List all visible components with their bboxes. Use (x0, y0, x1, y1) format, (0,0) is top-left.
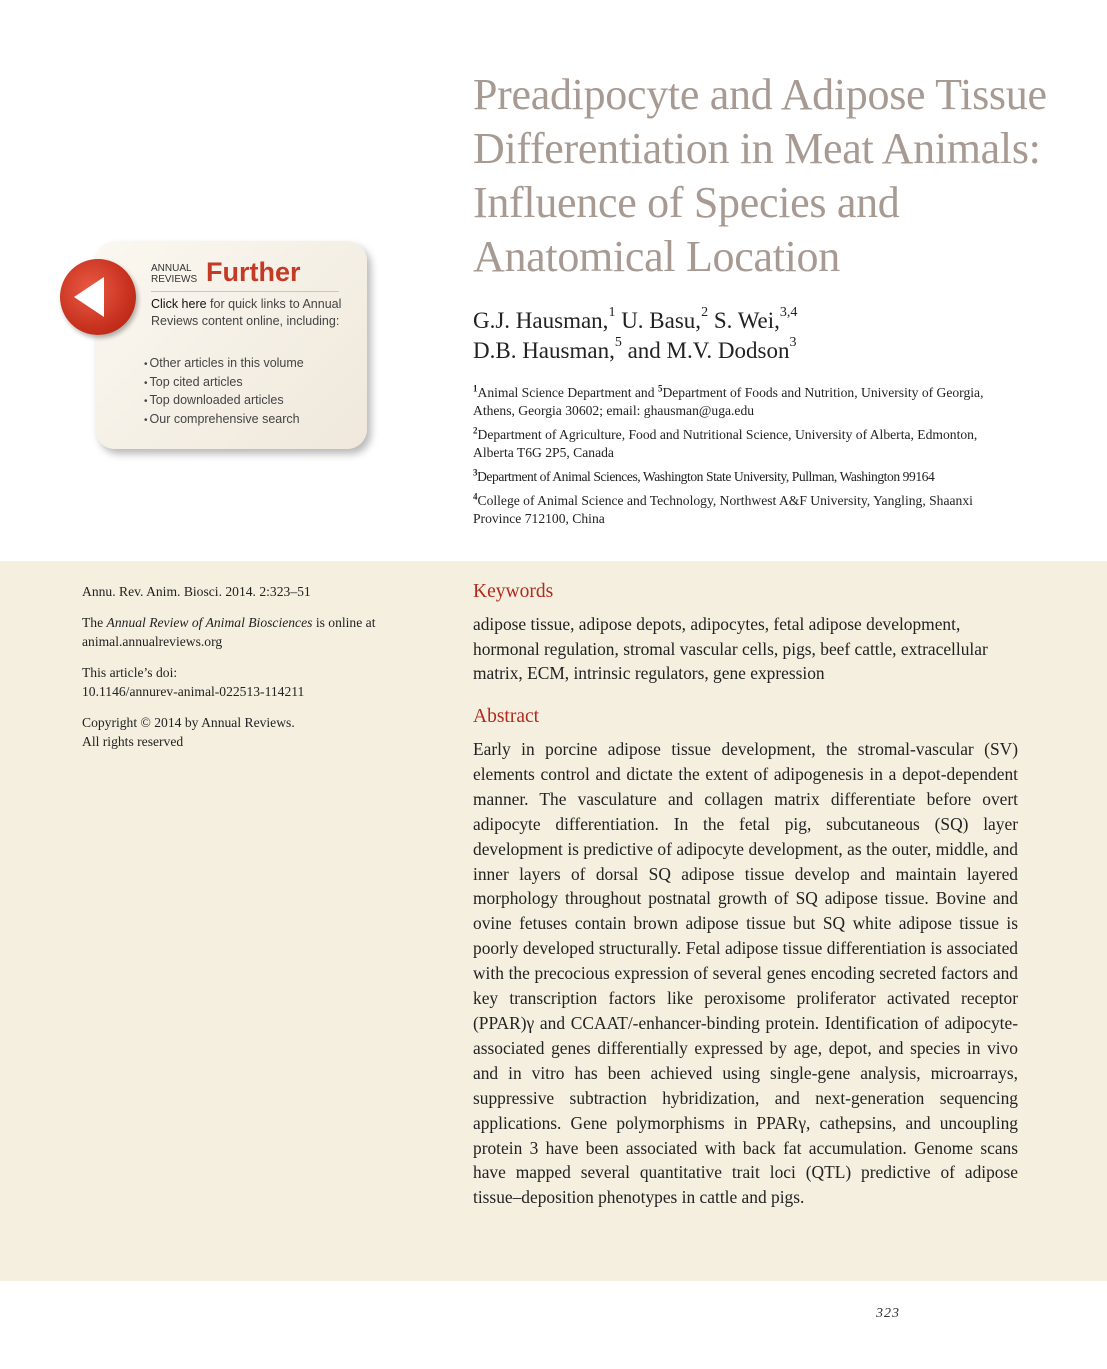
abstract-heading: Abstract (473, 706, 540, 727)
further-link-item[interactable]: • Our comprehensive search (144, 411, 304, 430)
author-name: D.B. Hausman, (473, 338, 615, 363)
online-note (82, 613, 422, 651)
online-post: is online at animal.annualreviews.org (82, 615, 376, 649)
keywords-heading: Keywords (473, 581, 554, 602)
click-here-link[interactable]: Click here (151, 297, 207, 311)
divider (151, 291, 339, 292)
further-links-list (144, 355, 304, 429)
further-link-item[interactable]: • Other articles in this volume (144, 355, 304, 374)
affiliation-2 (473, 426, 1018, 462)
author-name: U. Basu, (615, 308, 702, 333)
author-list (473, 306, 1073, 366)
doi-value[interactable]: 10.1146/annurev-animal-022513-114211 (82, 684, 305, 699)
journal-name: Annual Review of Animal Biosciences (106, 615, 313, 630)
keywords-text: adipose tissue, adipose depots, adipocytes, fetal adipose development, hormonal regulation, stromal vascular cells, pigs, beef cattle, extracellular matrix, ECM, intrinsic regulators, gene expression (473, 614, 988, 684)
affil-sup: 5 (657, 383, 663, 394)
brand-line: ANNUAL (151, 263, 192, 274)
doi-block (82, 663, 422, 701)
author-name: S. Wei, (708, 308, 780, 333)
rights: All rights reserved (82, 734, 184, 749)
affil-sup: 1 (473, 383, 478, 394)
author-name: and M.V. Dodson (621, 338, 790, 363)
doi-label: This article’s doi: (82, 665, 178, 680)
affil-text: Animal Science Department and (477, 385, 658, 400)
affiliation-3 (473, 468, 1018, 486)
article-meta (82, 582, 422, 763)
copyright-block (82, 713, 422, 751)
online-pre: The (82, 615, 107, 630)
brand-line: REVIEWS (151, 274, 198, 285)
affiliations (473, 384, 1018, 534)
affil-text: Department of Agriculture, Food and Nutritional Science, University of Alberta, Edmonton, Alberta T6G 2P5, Canada (473, 427, 978, 460)
further-box[interactable] (95, 241, 367, 449)
further-title: Further (206, 257, 301, 287)
affil-sup: 4 (473, 491, 478, 502)
affil-sup: 2 (473, 425, 478, 436)
affil-text: Department of Foods and Nutrition, University of Georgia, Athens, Georgia 30602; email: ghausman@uga.edu (473, 385, 984, 418)
further-link-item[interactable]: • Top cited articles (144, 374, 304, 393)
affil-text: Department of Animal Sciences, Washington State University, Pullman, Washington 99164 (477, 469, 935, 484)
article-title: Preadipocyte and Adipose Tissue Differentiation in Meat Animals: Influence of Species and Anatomical Location (473, 70, 1047, 281)
affiliation-1 (473, 384, 1018, 420)
affil-sup: 3 (473, 467, 478, 478)
back-arrow-icon[interactable] (60, 259, 136, 335)
keywords-section (473, 580, 1018, 686)
author-name: G.J. Hausman, (473, 308, 609, 333)
author-affil-sup: 3,4 (779, 305, 798, 321)
affil-text: College of Animal Science and Technology, Northwest A&F University, Yangling, Shaanxi Province 712100, China (473, 493, 973, 526)
affiliation-4 (473, 492, 1018, 528)
annual-reviews-brand (151, 263, 197, 285)
abstract-section (473, 705, 1018, 1210)
abstract-text: Early in porcine adipose tissue development, the stromal-vascular (SV) elements control and dictate the extent of adipogenesis in a depot-dependent manner. The vasculature and collagen matrix differentiate before overt adipocyte differentiation. In the fetal pig, subcutaneous (SQ) layer development is predictive of adipocyte development, as the outer, middle, and inner layers of dorsal SQ adipose tissue develop and maintain layered morphology throughout postnatal growth of SQ adipose tissue. Bovine and ovine fetuses contain brown adipose tissue but SQ white adipose tissue is poorly developed structurally. Fetal adipose tissue differentiation is associated with the precocious expression of several genes encoding secreted factors and key transcription factors like peroxisome proliferator activated receptor (PPAR)γ and CCAAT/-enhancer-binding protein. Identification of adipocyte-associated genes differentially expressed by age, depot, and species in vivo and in vitro has been achieved using single-gene analysis, microarrays, suppressive subtraction hybridization, and next-generation sequencing applications. Gene polymorphisms in PPARγ, cathepsins, and uncoupling protein 3 have been associated with back fat accumulation. Genome scans have mapped several quantitative trait loci (QTL) predictive of adipose tissue–deposition phenotypes in cattle and pigs. (473, 739, 1018, 1208)
copyright: Copyright © 2014 by Annual Reviews. (82, 715, 295, 730)
further-link-item[interactable]: • Top downloaded articles (144, 392, 304, 411)
author-affil-sup: 3 (789, 335, 797, 351)
author-affil-sup: 5 (614, 335, 622, 351)
author-affil-sup: 2 (701, 305, 709, 321)
intro-text: for quick links to Annual Reviews content online, including: (151, 297, 342, 328)
further-intro (151, 296, 351, 330)
author-affil-sup: 1 (608, 305, 616, 321)
citation: Annu. Rev. Anim. Biosci. 2014. 2:323–51 (82, 584, 311, 599)
page-number: 323 (876, 1306, 900, 1321)
